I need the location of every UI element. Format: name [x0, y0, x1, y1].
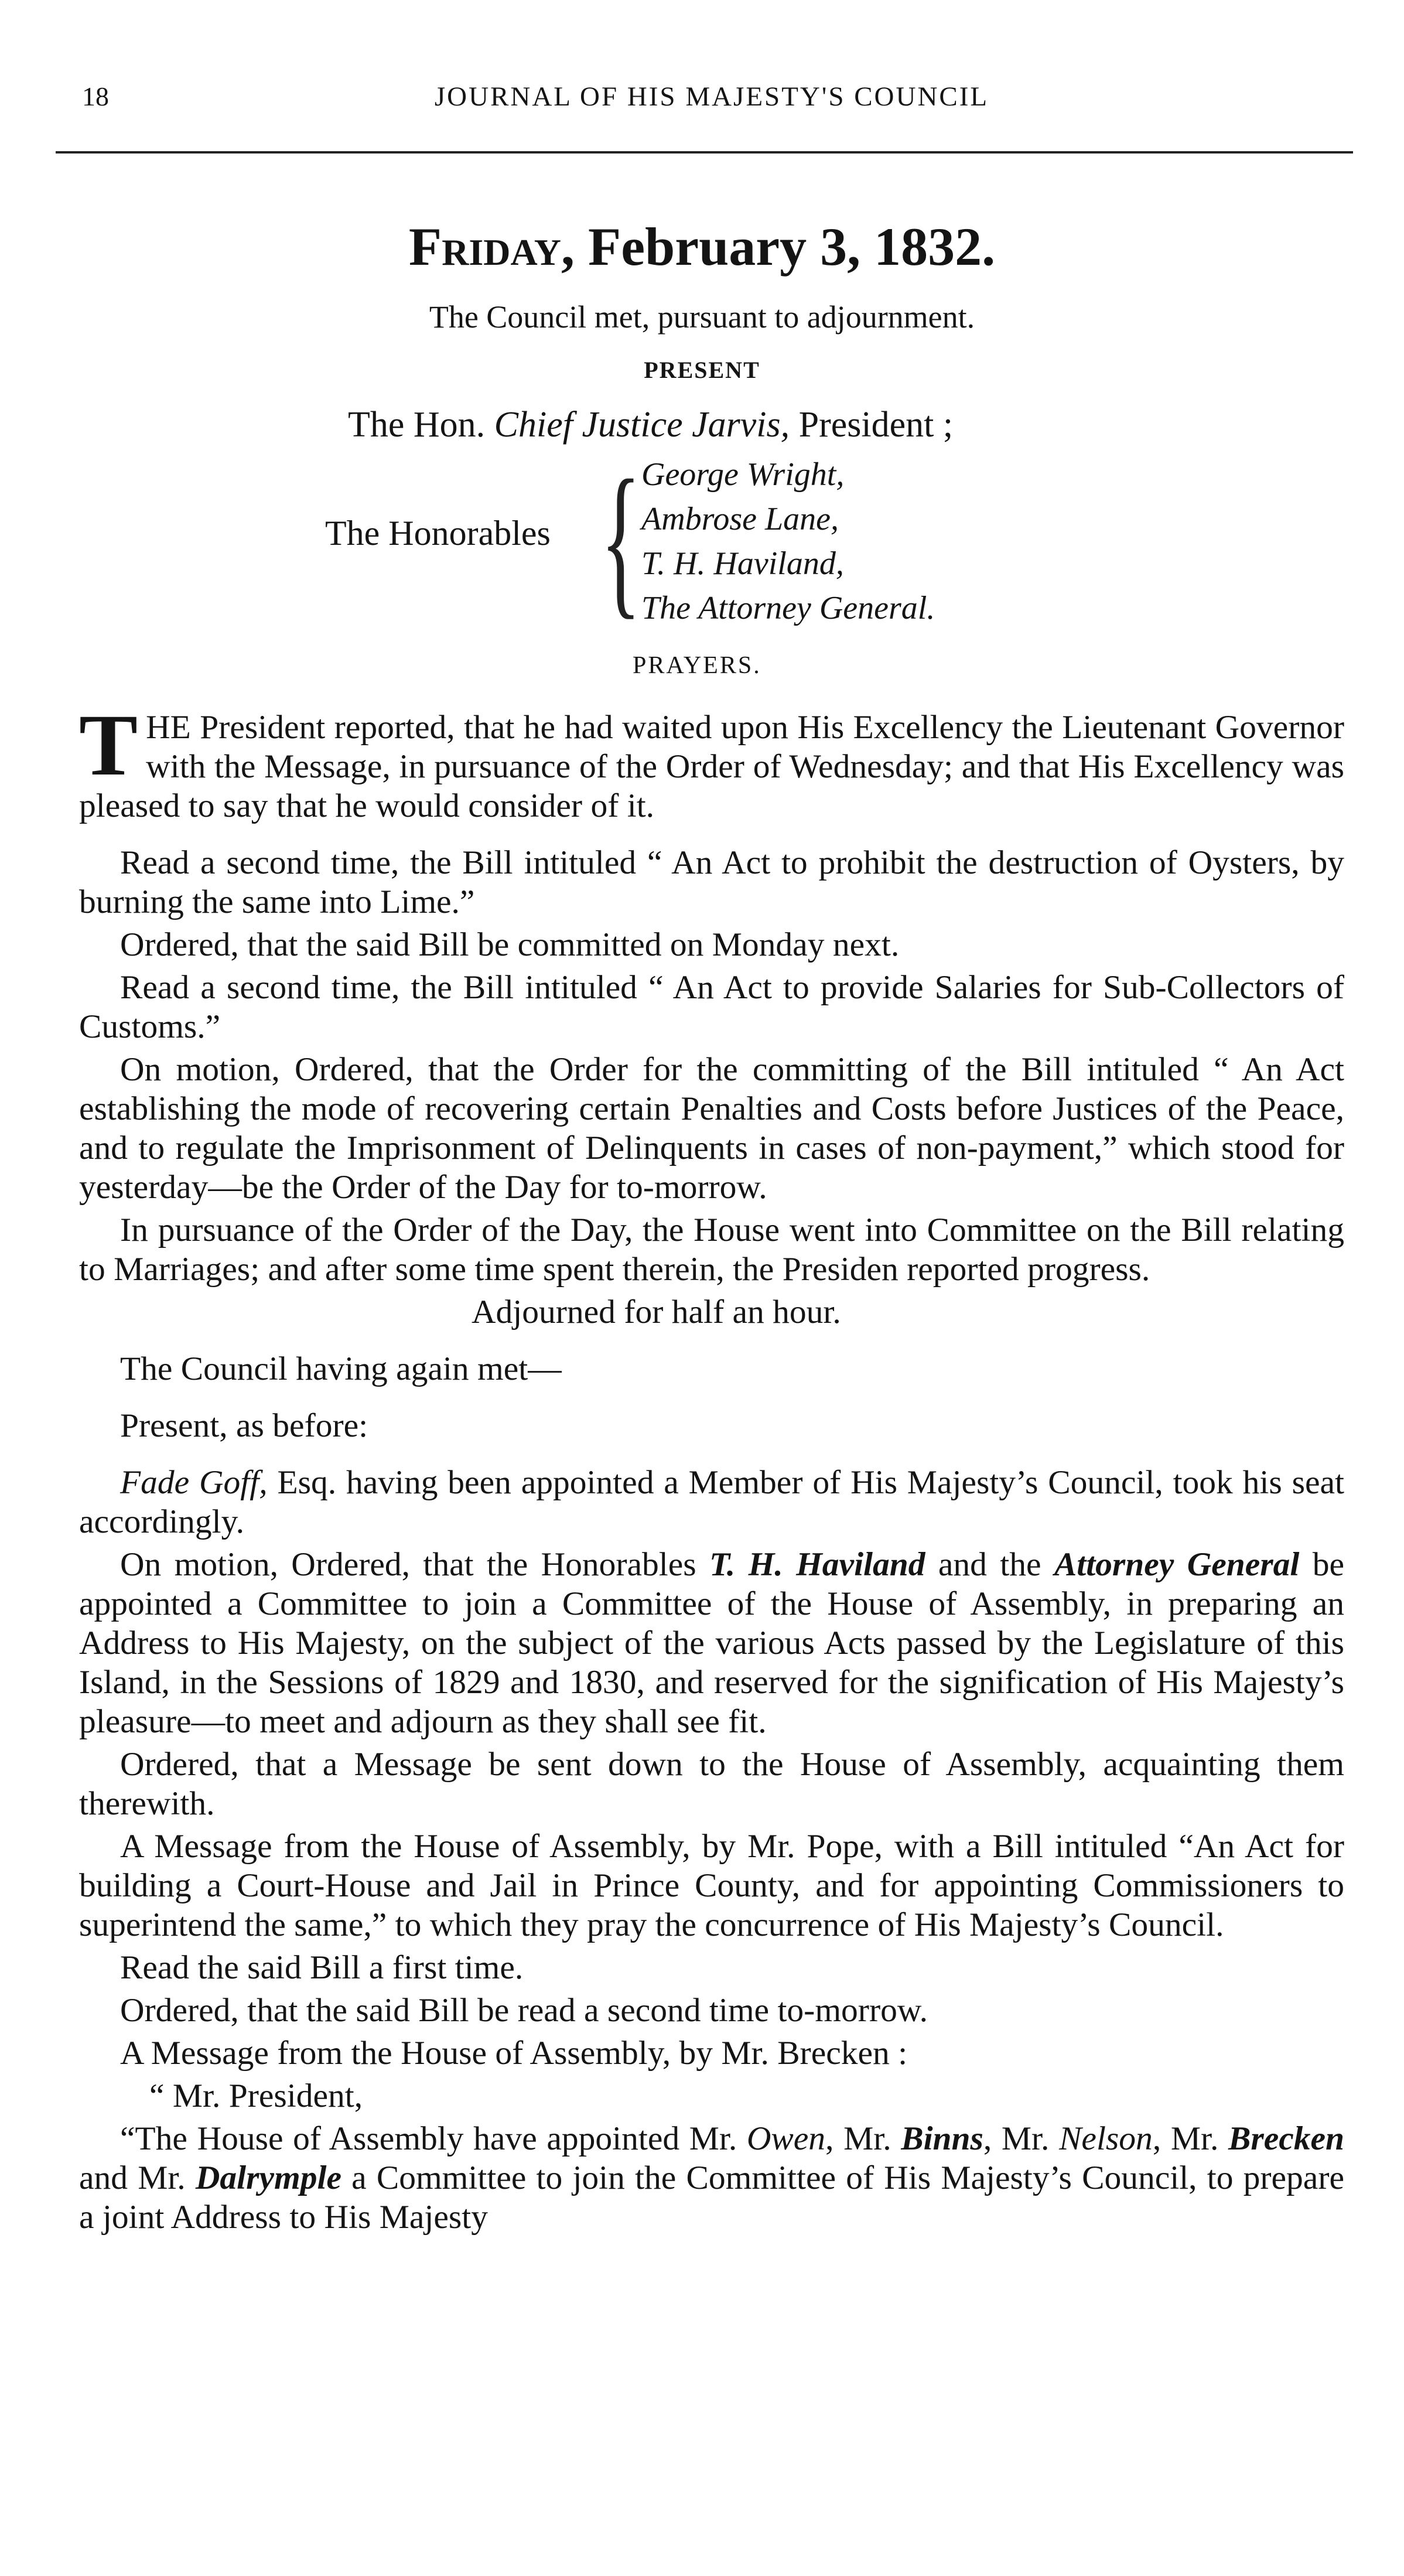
paragraph-address-committee: [79, 1545, 1344, 1741]
member-name: Binns: [901, 2120, 983, 2157]
paragraph-text: Esq. having been appointed a Member of His Majesty’s Council, took his seat accordingly.: [79, 1464, 1345, 1540]
paragraph-text: , Mr.: [1152, 2120, 1228, 2157]
council-met-line: The Council met, pursuant to adjournment.: [429, 299, 975, 335]
paragraph-committed-monday: Ordered, that the said Bill be committed on Monday next.: [120, 926, 900, 963]
paragraph-text: and the: [925, 1546, 1054, 1583]
paragraph-text: HE President reported, that he had waited upon His Excellency the Lieutenant Governor with the Message, in pursuance of the Order of Wednesday; and that His Excellency was pleased to say that he would consider of it.: [79, 709, 1344, 824]
member-name: Fade Goff,: [120, 1464, 268, 1501]
journal-body: [79, 697, 1345, 2237]
member-name: George Wright,: [641, 456, 845, 493]
member-name: Owen: [746, 2120, 826, 2157]
header-rule: [56, 151, 1353, 153]
paragraph-message-ordered: Ordered, that a Message be sent down to the House of Assembly, acquainting them therewith.: [79, 1746, 1344, 1822]
paragraph-text: , Mr.: [825, 2120, 901, 2157]
paragraph-second-reading-order: Ordered, that the said Bill be read a second time to-morrow.: [120, 1992, 928, 2029]
paragraph-courthouse-bill: A Message from the House of Assembly, by Mr. Pope, with a Bill intituled “An Act for building a Court-House and Jail in Prince County, and for appointing Commissioners to superintend the same,” to which they pray the concurrence of His Majesty’s Council.: [79, 1828, 1344, 1943]
paragraph-goff-seat: [79, 1463, 1344, 1541]
president-line: [348, 404, 1227, 446]
paragraph-text: “The House of Assembly have appointed Mr.: [120, 2120, 747, 2157]
paragraph-president-report: [79, 697, 1344, 825]
paragraph-mr-president: “ Mr. President,: [149, 2077, 363, 2114]
prayers-label: PRAYERS.: [633, 652, 761, 679]
member-name: Attorney General: [1054, 1546, 1300, 1583]
adjourned-line: Adjourned for half an hour.: [472, 1294, 841, 1330]
paragraph-salaries-bill: Read a second time, the Bill intituled “ An Act to provide Salaries for Sub-Collectors of Customs.”: [79, 969, 1344, 1045]
paragraph-brecken-message: A Message from the House of Assembly, by Mr. Brecken :: [120, 2035, 908, 2072]
member-name: The Attorney General.: [641, 590, 935, 626]
paragraph-text: and Mr.: [79, 2159, 196, 2196]
member-name: Dalrymple: [195, 2159, 341, 2196]
honorables-label: The Honorables: [325, 514, 551, 552]
page-number: 18: [82, 81, 109, 111]
date-heading: [0, 216, 1404, 278]
member-name: T. H. Haviland: [709, 1546, 925, 1583]
paragraph-text: be appointed a Committee to join a Committee of the House of Assembly, in preparing an Address to His Majesty, on the subject of the various Acts passed by the Legislature of this Island, in the Sessions of 1829 and 1830, and reserved for the signification of His Majesty’s pleasure—to meet and adjourn as they shall see fit.: [79, 1546, 1344, 1740]
paragraph-text: a Committee to join the Committee of His Majesty’s Council, to prepare a joint Address to His Majesty: [79, 2159, 1344, 2236]
page-header: [82, 81, 1341, 128]
president-suffix: President ;: [798, 405, 954, 445]
paragraph-assembly-committee: [79, 2119, 1344, 2237]
paragraph-marriages-committee: In pursuance of the Order of the Day, the House went into Committee on the Bill relating to Marriages; and after some time spent therein, the Presiden reported progress.: [79, 1212, 1344, 1288]
paragraph-text: On motion, Ordered, that the Honorables: [120, 1546, 710, 1583]
drop-cap: T: [79, 697, 138, 794]
paragraph-council-met-again: The Council having again met—: [120, 1350, 562, 1387]
paragraph-oysters-bill: Read a second time, the Bill intituled “ An Act to prohibit the destruction of Oysters, by burning the same into Lime.”: [79, 844, 1344, 920]
date-day: Friday,: [408, 217, 575, 277]
running-title: JOURNAL OF HIS MAJESTY'S COUNCIL: [434, 81, 989, 112]
president-name: Chief Justice Jarvis,: [494, 405, 790, 445]
members-brace: {: [600, 445, 641, 633]
president-prefix: The Hon.: [348, 405, 486, 445]
paragraph-first-reading: Read the said Bill a first time.: [120, 1949, 524, 1986]
paragraph-text: , Mr.: [983, 2120, 1060, 2157]
member-name: T. H. Haviland,: [641, 545, 844, 582]
date-rest: February 3, 1832.: [588, 217, 996, 277]
member-name: Nelson: [1059, 2120, 1153, 2157]
paragraph-present-as-before: Present, as before:: [120, 1407, 368, 1444]
member-name: Ambrose Lane,: [641, 501, 839, 537]
present-label: PRESENT: [644, 357, 760, 383]
member-name: Brecken: [1228, 2120, 1345, 2157]
members-list: [641, 452, 935, 630]
paragraph-penalties-motion: On motion, Ordered, that the Order for the committing of the Bill intituled “ An Act establishing the mode of recovering certain Penalties and Costs before Justices of the Peace, and to regulate the Imprisonment of Delinquents in cases of non-payment,” which stood for yesterday—be the Order of the Day for to-morrow.: [79, 1051, 1344, 1206]
